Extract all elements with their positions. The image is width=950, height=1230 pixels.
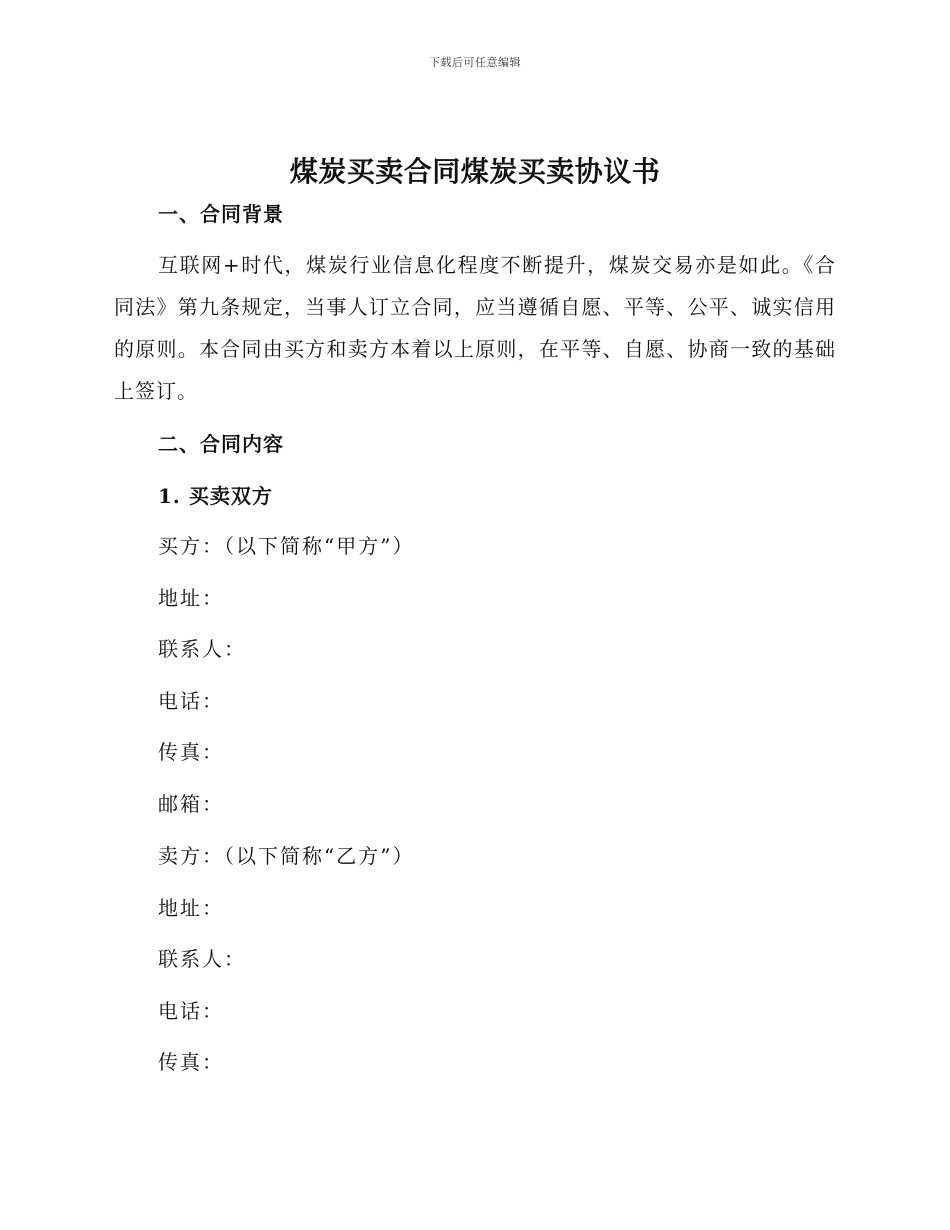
field-buyer-address: 地址： bbox=[158, 586, 224, 610]
field-seller-address: 地址： bbox=[158, 896, 224, 920]
field-seller-phone: 电话： bbox=[158, 999, 224, 1023]
field-seller-contact: 联系人： bbox=[158, 947, 246, 971]
field-seller: 卖方：（以下简称“乙方”） bbox=[158, 844, 415, 868]
field-buyer-contact: 联系人： bbox=[158, 637, 246, 661]
section-heading-content: 二、合同内容 bbox=[158, 432, 284, 456]
header-note: 下载后可任意编辑 bbox=[429, 56, 521, 69]
document-title: 煤炭买卖合同煤炭买卖协议书 bbox=[289, 155, 661, 188]
section-heading-background: 一、合同背景 bbox=[158, 202, 284, 226]
field-buyer: 买方：（以下简称“甲方”） bbox=[158, 534, 415, 558]
field-buyer-phone: 电话： bbox=[158, 689, 224, 713]
background-paragraph: 互联网+时代，煤炭行业信息化程度不断提升，煤炭交易亦是如此。《合同法》第九条规定，当事人订立合同，应当遵循自愿、平等、公平、诚实信用的原则。本合同由买方和卖方本着以上原则，在平等、自愿、协商一致的基础上签订。 bbox=[114, 253, 836, 403]
field-buyer-email: 邮箱： bbox=[158, 792, 224, 816]
field-buyer-fax: 传真： bbox=[158, 740, 224, 764]
subheading-parties: 1. 买卖双方 bbox=[158, 484, 273, 508]
field-seller-fax: 传真： bbox=[158, 1050, 224, 1074]
